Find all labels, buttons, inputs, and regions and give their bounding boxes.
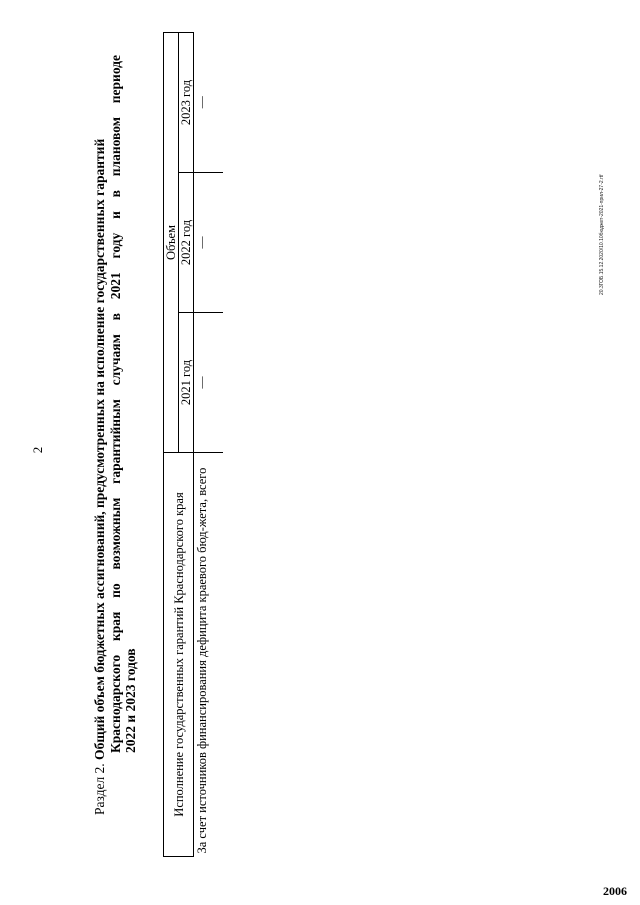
document-code: 20.3ГОБ.15.12.2020/10.10бюджет-2021-прил-27-2.rtf (599, 174, 605, 295)
section-title-line1: Общий объем бюджетных ассигнований, предусмотренных на исполнение государственных гарантий (92, 138, 107, 760)
row-value-2022: — (194, 173, 224, 313)
page-number: 2 (30, 446, 45, 454)
section-title-line2: Краснодарского края по возможным гарантийным случаям в 2021 году и в плановом периоде (107, 55, 123, 753)
row-value-2021: — (194, 313, 224, 453)
row-value-2023: — (194, 33, 224, 173)
table-row (194, 33, 224, 857)
section-label: Раздел 2. (92, 763, 107, 815)
section-title-line3: 2022 и 2023 годов (123, 648, 138, 753)
column-header-year-2023: 2023 год (179, 33, 194, 173)
row-label: За счет источников финансирования дефицита краевого бюд-жета, всего (195, 467, 209, 854)
guarantee-table (163, 32, 223, 857)
column-header-volume: Объем (164, 33, 179, 453)
column-header-execution: Исполнение государственных гарантий Краснодарского края (164, 453, 194, 857)
column-header-year-2022: 2022 год (179, 173, 194, 313)
column-header-year-2021: 2021 год (179, 313, 194, 453)
section-heading (92, 55, 139, 815)
document-id: 2006 (603, 884, 627, 898)
